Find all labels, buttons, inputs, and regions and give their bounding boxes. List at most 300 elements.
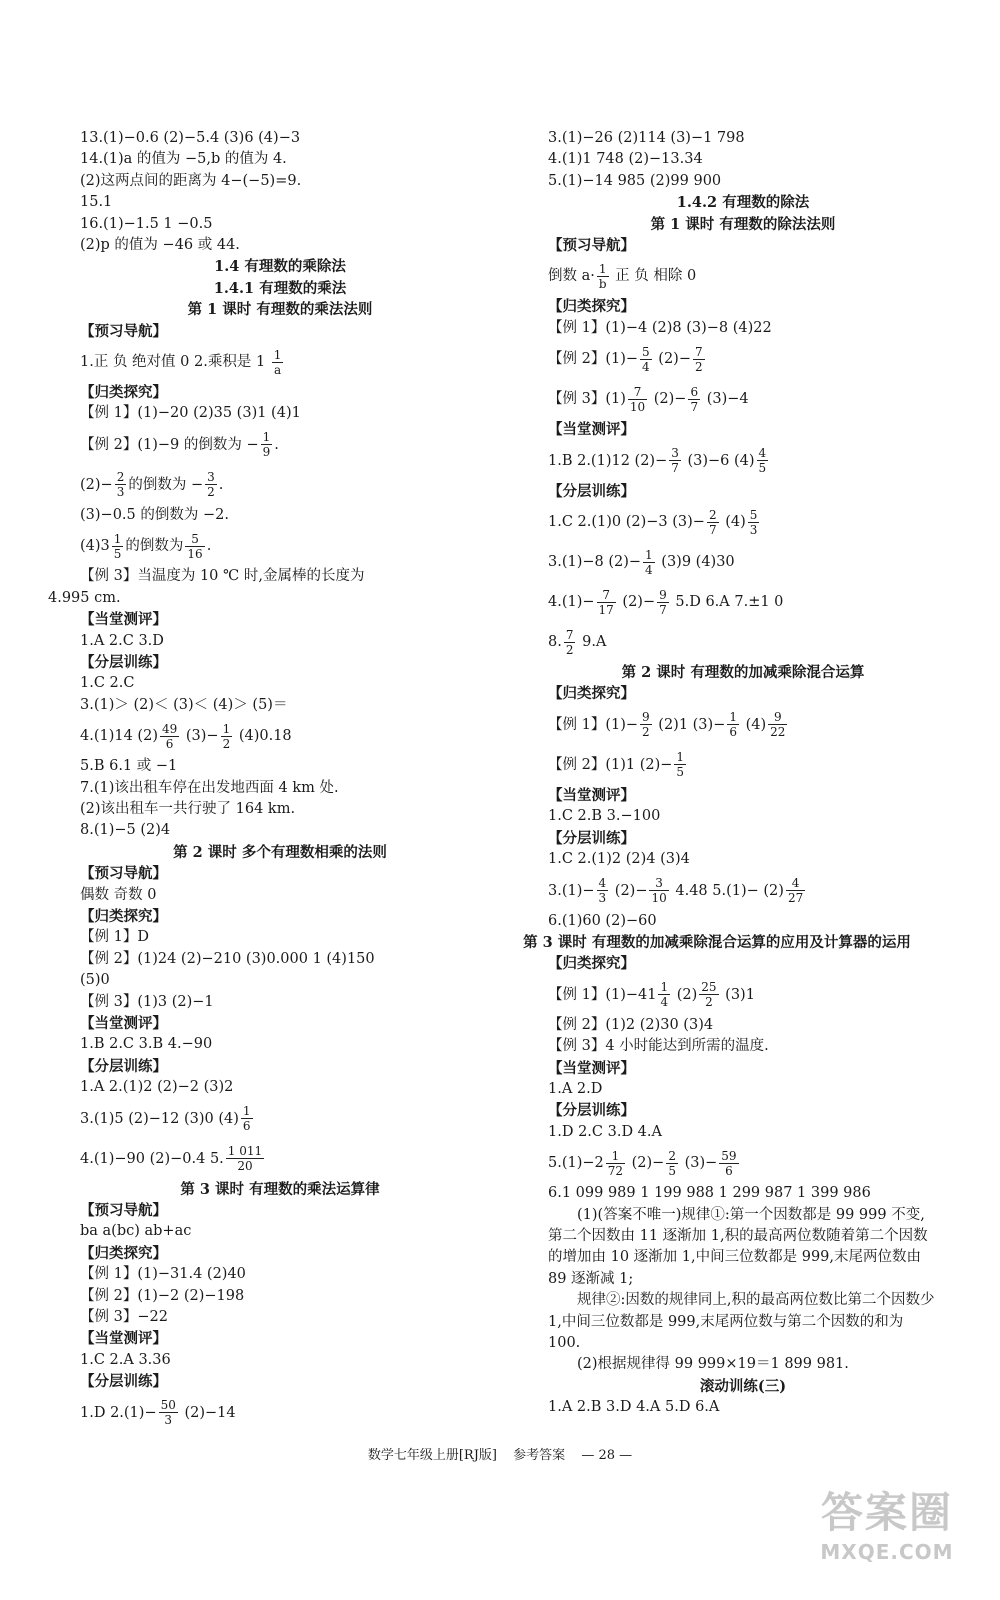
line-text: (2)该出租车一共行驶了 164 km. bbox=[80, 800, 296, 817]
answer-line bbox=[548, 235, 938, 256]
answer-line bbox=[80, 1307, 480, 1328]
fraction bbox=[160, 722, 179, 751]
line-text: 偶数 奇数 0 bbox=[80, 886, 157, 903]
fraction-denominator: 5 bbox=[113, 546, 122, 561]
line-text: 【例 1】(1)−4 (2)8 (3)−8 (4)22 bbox=[548, 319, 772, 336]
line-text: 滚动训练(三) bbox=[699, 1377, 787, 1395]
line-text: (2)− bbox=[649, 391, 687, 408]
line-text: (3)−6 (4) bbox=[682, 452, 755, 469]
answer-line bbox=[80, 970, 480, 991]
fraction bbox=[159, 1398, 178, 1427]
answer-line bbox=[80, 673, 480, 694]
answer-line bbox=[80, 149, 480, 170]
line-text: 16.(1)−1.5 1 −0.5 bbox=[80, 215, 213, 232]
fraction bbox=[649, 876, 668, 905]
answer-line bbox=[80, 885, 480, 906]
line-text: 【例 1】(1)−31.4 (2)40 bbox=[80, 1266, 246, 1283]
line-text: 5.(1)−14 985 (2)99 900 bbox=[548, 172, 722, 189]
line-text: 1.A 2.D bbox=[548, 1080, 603, 1097]
fraction-numerator: 9 bbox=[642, 710, 650, 725]
line-text: 5.(1)−2 bbox=[548, 1155, 604, 1172]
page-footer bbox=[0, 1444, 1000, 1463]
line-text: (2)− bbox=[627, 1155, 665, 1172]
line-text: (2)− bbox=[80, 476, 113, 493]
line-text: 【分层训练】 bbox=[80, 1373, 167, 1391]
fraction-denominator: 2 bbox=[565, 642, 574, 657]
fraction-numerator: 1 bbox=[222, 721, 231, 736]
answer-line bbox=[80, 1139, 480, 1179]
fraction bbox=[115, 470, 127, 499]
answer-line bbox=[80, 652, 480, 673]
watermark-text: 答案圈 bbox=[820, 1488, 953, 1537]
fraction bbox=[226, 1144, 264, 1173]
fraction bbox=[693, 345, 705, 374]
line-text: 1.4.1 有理数的乘法 bbox=[213, 279, 347, 297]
fraction-numerator: 2 bbox=[668, 1148, 676, 1163]
fraction-numerator: 3 bbox=[649, 876, 668, 891]
answer-line bbox=[548, 582, 938, 622]
fraction-numerator: 2 bbox=[116, 470, 125, 485]
answer-line bbox=[80, 820, 480, 841]
line-text: 【分层训练】 bbox=[80, 653, 167, 671]
answer-line bbox=[548, 806, 938, 827]
answer-line bbox=[548, 1036, 938, 1057]
line-text: (2)−14 bbox=[179, 1404, 236, 1421]
fraction-numerator: 50 bbox=[160, 1398, 176, 1413]
line-text: 【例 3】(1) bbox=[548, 391, 626, 408]
fraction bbox=[688, 385, 700, 414]
line-text: 1.C 2.(1)0 (2)−3 (3)− bbox=[548, 514, 705, 531]
line-text: (3)− bbox=[181, 728, 219, 745]
line-text: 【归类探究】 bbox=[80, 1244, 167, 1262]
answer-line bbox=[548, 542, 938, 582]
answer-line bbox=[48, 588, 480, 609]
fraction-denominator: 27 bbox=[787, 891, 804, 905]
answer-line bbox=[80, 342, 480, 382]
answer-line bbox=[80, 278, 480, 299]
fraction-numerator: 4 bbox=[786, 876, 805, 891]
fraction-denominator: 7 bbox=[690, 399, 699, 414]
line-text: (4)3 bbox=[80, 538, 110, 555]
answer-line bbox=[80, 1179, 480, 1200]
answer-line bbox=[548, 1015, 938, 1036]
fraction-numerator: 7 bbox=[565, 627, 574, 642]
line-text: 1.C 2.C bbox=[80, 675, 135, 692]
line-text: 的倒数为 bbox=[125, 538, 184, 555]
fraction bbox=[669, 446, 681, 475]
line-text: 第 1 课时 有理数的除法法则 bbox=[650, 215, 836, 233]
line-text: 1.D 2.C 3.D 4.A bbox=[548, 1123, 662, 1140]
fraction-denominator: 2 bbox=[694, 359, 703, 374]
answer-line bbox=[80, 382, 480, 403]
answer-line bbox=[548, 1143, 938, 1183]
answer-line bbox=[548, 1183, 938, 1204]
line-text: 1.4.2 有理数的除法 bbox=[676, 194, 810, 212]
fraction-denominator: 2 bbox=[222, 736, 231, 751]
line-text: 第 3 课时 有理数的乘法运算律 bbox=[180, 1180, 380, 1198]
answer-line bbox=[548, 1290, 938, 1354]
answer-line bbox=[548, 171, 938, 192]
fraction-denominator: 2 bbox=[207, 485, 215, 500]
fraction-denominator: 6 bbox=[725, 1163, 733, 1178]
watermark-url: MXQE.COM bbox=[820, 1540, 954, 1564]
answer-line bbox=[80, 1077, 480, 1098]
line-text: 的倒数为 − bbox=[128, 476, 204, 493]
fraction bbox=[657, 588, 669, 617]
answer-line bbox=[548, 149, 938, 170]
line-text: 【例 3】(1)3 (2)−1 bbox=[80, 993, 214, 1010]
answer-line bbox=[548, 911, 938, 932]
fraction bbox=[748, 508, 760, 537]
line-text: 4.995 cm. bbox=[48, 589, 121, 606]
answer-line bbox=[80, 192, 480, 213]
fraction-denominator: 22 bbox=[770, 725, 786, 740]
line-text: 5.D 6.A 7.±1 0 bbox=[670, 594, 784, 611]
line-text: 3.(1)−26 (2)114 (3)−1 798 bbox=[548, 130, 745, 146]
watermark-logo bbox=[802, 1480, 972, 1580]
fraction bbox=[674, 750, 686, 779]
line-text: (2) bbox=[672, 986, 698, 1003]
answer-line bbox=[80, 756, 480, 777]
answer-line bbox=[548, 745, 938, 785]
answer-line bbox=[548, 419, 938, 440]
line-text: 9.A bbox=[577, 634, 607, 651]
left-column bbox=[48, 128, 480, 1433]
answer-line bbox=[80, 1099, 480, 1139]
answer-line bbox=[548, 1058, 938, 1079]
answer-line bbox=[80, 505, 480, 526]
fraction bbox=[221, 722, 233, 751]
fraction bbox=[597, 588, 616, 617]
fraction-numerator: 3 bbox=[207, 470, 215, 485]
line-text: (3)− bbox=[679, 1155, 718, 1172]
line-text: (1)(答案不唯一)规律①:第一个因数都是 99 999 不变,第二个因数由 11 逐渐加 1,积的最高两位数随着第二个因数的增加由 10 逐渐加 1,中间三位数都是 999,末尾两位数由 89 逐渐减 1; bbox=[548, 1206, 928, 1287]
fraction-numerator: 2 bbox=[708, 507, 717, 522]
answer-line bbox=[80, 1286, 480, 1307]
fraction-denominator: 20 bbox=[237, 1159, 253, 1174]
line-text: (3)−0.5 的倒数为 −2. bbox=[80, 506, 229, 523]
fraction-denominator: 72 bbox=[607, 1163, 624, 1178]
answer-line bbox=[548, 662, 938, 683]
line-text: 【归类探究】 bbox=[548, 298, 635, 316]
line-text: 1.C 2.B 3.−100 bbox=[548, 808, 661, 825]
line-text: 4.(1)1 748 (2)−13.34 bbox=[548, 151, 703, 168]
line-text: 4.48 5.(1)− (2) bbox=[670, 882, 784, 899]
line-text: . bbox=[218, 476, 224, 493]
fraction-numerator: 25 bbox=[701, 980, 717, 995]
line-text: 【例 2】(1)−2 (2)−198 bbox=[80, 1287, 245, 1304]
line-text: . bbox=[206, 538, 212, 555]
line-text: 【预习导航】 bbox=[80, 1202, 167, 1220]
fraction bbox=[628, 385, 647, 414]
answer-line bbox=[548, 1397, 938, 1418]
fraction-denominator: 6 bbox=[165, 736, 174, 751]
fraction-denominator: 7 bbox=[708, 522, 717, 537]
fraction-denominator: 3 bbox=[164, 1413, 173, 1428]
answer-line bbox=[548, 441, 938, 481]
fraction-denominator: 3 bbox=[749, 522, 758, 537]
line-text: 【例 2】(1)−9 的倒数为 − bbox=[80, 436, 259, 453]
line-text: 6.(1)60 (2)−60 bbox=[548, 912, 657, 929]
fraction-denominator: 4 bbox=[645, 562, 653, 577]
fraction-denominator: 6 bbox=[729, 725, 737, 740]
answer-line bbox=[80, 992, 480, 1013]
fraction bbox=[185, 532, 204, 561]
line-text: 【归类探究】 bbox=[80, 907, 167, 925]
fraction-denominator: 5 bbox=[676, 765, 685, 780]
fraction-denominator: 10 bbox=[651, 891, 667, 905]
answer-line bbox=[80, 906, 480, 927]
answer-line bbox=[80, 631, 480, 652]
line-text: (3)−4 bbox=[702, 391, 749, 408]
answer-line bbox=[548, 871, 938, 911]
line-text: 第 1 课时 有理数的乘法法则 bbox=[187, 301, 373, 319]
answer-line bbox=[548, 481, 938, 502]
line-text: 【当堂测评】 bbox=[548, 421, 635, 439]
fraction-denominator: 7 bbox=[671, 461, 679, 476]
answer-line bbox=[80, 128, 480, 149]
line-text: (2)根据规律得 99 999×19＝1 899 981. bbox=[577, 1356, 849, 1373]
fraction bbox=[640, 345, 652, 374]
fraction-denominator: 5 bbox=[758, 461, 767, 476]
fraction bbox=[768, 710, 787, 739]
answer-line bbox=[548, 214, 938, 235]
line-text: 【例 2】(1)1 (2)− bbox=[548, 756, 673, 773]
line-text: 【例 2】(1)24 (2)−210 (3)0.000 1 (4)150 bbox=[80, 950, 375, 967]
answer-line bbox=[548, 296, 938, 317]
fraction-numerator: 1 bbox=[242, 1104, 251, 1119]
fraction bbox=[205, 470, 217, 499]
fraction-denominator: 10 bbox=[629, 399, 646, 414]
fraction-denominator: 2 bbox=[642, 725, 650, 740]
line-text: 正 负 相除 0 bbox=[610, 268, 697, 285]
line-text: 【例 3】−22 bbox=[80, 1309, 168, 1326]
line-text: 【分层训练】 bbox=[548, 482, 635, 500]
line-text: 【例 2】(1)2 (2)30 (3)4 bbox=[548, 1016, 714, 1033]
fraction-numerator: 1 bbox=[645, 547, 653, 562]
answer-line bbox=[80, 1034, 480, 1055]
fraction-numerator: 4 bbox=[598, 876, 607, 890]
line-text: (5)0 bbox=[80, 972, 110, 989]
answer-line bbox=[548, 622, 938, 662]
answer-line bbox=[80, 1264, 480, 1285]
line-text: (4) bbox=[740, 716, 767, 733]
line-text: . bbox=[274, 436, 279, 453]
answer-line bbox=[548, 849, 938, 870]
answer-line bbox=[548, 502, 938, 542]
line-text: 4.(1)−90 (2)−0.4 5. bbox=[80, 1150, 224, 1167]
fraction bbox=[606, 1149, 625, 1178]
line-text: 【当堂测评】 bbox=[548, 1059, 635, 1077]
answer-line bbox=[548, 192, 938, 213]
footer-book-title: 数学七年级上册[RJ版] bbox=[367, 1448, 498, 1463]
line-text: 8.(1)−5 (2)4 bbox=[80, 822, 171, 839]
answer-line bbox=[80, 1371, 480, 1392]
line-text: 13.(1)−0.6 (2)−5.4 (3)6 (4)−3 bbox=[80, 130, 301, 146]
fraction-numerator: 1 bbox=[262, 430, 271, 445]
answer-line bbox=[80, 299, 480, 320]
fraction-numerator: 9 bbox=[659, 587, 667, 602]
right-column bbox=[523, 128, 938, 1419]
answer-line bbox=[80, 425, 480, 465]
fraction bbox=[564, 628, 576, 657]
line-text: 5.B 6.1 或 −1 bbox=[80, 758, 178, 775]
line-text: 3.(1)5 (2)−12 (3)0 (4) bbox=[80, 1110, 239, 1127]
line-text: 【归类探究】 bbox=[80, 384, 167, 402]
fraction bbox=[707, 508, 719, 537]
line-text: 【例 3】4 小时能达到所需的温度. bbox=[548, 1038, 769, 1055]
line-text: 【例 1】(1)− bbox=[548, 716, 639, 733]
line-text: 3.(1)＞ (2)＜ (3)＜ (4)＞ (5)＝ bbox=[80, 696, 288, 713]
line-text: 【分层训练】 bbox=[548, 829, 635, 847]
line-text: 15.1 bbox=[80, 194, 113, 211]
line-text: 8. bbox=[548, 634, 562, 651]
answer-line bbox=[80, 716, 480, 756]
fraction-numerator: 5 bbox=[749, 507, 758, 522]
line-text: 1.正 负 绝对值 0 2.乘积是 1 bbox=[80, 354, 270, 371]
fraction-denominator: a bbox=[274, 362, 282, 377]
fraction-numerator: 4 bbox=[758, 446, 767, 461]
fraction-numerator: 1 bbox=[676, 750, 685, 765]
fraction bbox=[597, 262, 609, 291]
answer-line bbox=[80, 1200, 480, 1221]
fraction bbox=[666, 1149, 678, 1178]
answer-line bbox=[80, 778, 480, 799]
line-text: 14.(1)a 的值为 −5,b 的值为 4. bbox=[80, 151, 287, 168]
line-text: 【例 1】(1)−41 bbox=[548, 986, 657, 1003]
fraction bbox=[719, 1149, 738, 1178]
fraction-numerator: 59 bbox=[721, 1148, 737, 1163]
fraction-numerator: 6 bbox=[690, 384, 699, 399]
answer-line bbox=[80, 1013, 480, 1034]
fraction-numerator: 1 bbox=[729, 710, 737, 725]
line-text: (2)− bbox=[617, 594, 656, 611]
line-text: (2)这两点间的距离为 4−(−5)=9. bbox=[80, 172, 302, 189]
line-text: 【例 1】D bbox=[80, 929, 149, 946]
fraction bbox=[699, 980, 718, 1009]
fraction-numerator: 9 bbox=[768, 710, 787, 725]
line-text: (2)p 的值为 −46 或 44. bbox=[80, 237, 240, 254]
answer-line bbox=[548, 128, 938, 149]
line-text: (4)0.18 bbox=[234, 728, 292, 745]
answer-line bbox=[548, 1205, 938, 1291]
answer-line bbox=[80, 465, 480, 505]
line-text: 1.C 2.A 3.36 bbox=[80, 1351, 171, 1368]
fraction-numerator: 7 bbox=[597, 588, 616, 603]
answer-line bbox=[548, 785, 938, 806]
fraction bbox=[597, 876, 609, 905]
fraction bbox=[241, 1104, 253, 1133]
fraction bbox=[643, 548, 655, 577]
answer-line bbox=[548, 1079, 938, 1100]
line-text: 1.B 2.C 3.B 4.−90 bbox=[80, 1036, 213, 1053]
fraction-denominator: 3 bbox=[598, 891, 607, 905]
fraction-denominator: 16 bbox=[187, 546, 203, 561]
answer-line bbox=[548, 1122, 938, 1143]
footer-section: 参考答案 bbox=[513, 1448, 566, 1463]
fraction-denominator: b bbox=[598, 276, 607, 291]
line-text: 3.(1)− bbox=[548, 882, 595, 899]
fraction bbox=[727, 710, 739, 739]
line-text: 1.A 2.(1)2 (2)−2 (3)2 bbox=[80, 1079, 234, 1096]
line-text: 第 2 课时 有理数的加减乘除混合运算 bbox=[621, 664, 865, 682]
fraction-denominator: 7 bbox=[659, 602, 667, 617]
fraction-numerator: 5 bbox=[185, 532, 204, 547]
answer-line bbox=[80, 799, 480, 820]
line-text: 【归类探究】 bbox=[548, 685, 635, 703]
line-text: 【分层训练】 bbox=[80, 1057, 167, 1075]
line-text: 第 2 课时 多个有理数相乘的法则 bbox=[173, 843, 387, 861]
answer-line bbox=[80, 214, 480, 235]
answer-line bbox=[548, 379, 938, 419]
answer-line bbox=[80, 1350, 480, 1371]
line-text: 【预习导航】 bbox=[80, 322, 167, 340]
answer-line bbox=[80, 256, 480, 277]
answer-line bbox=[548, 1354, 938, 1375]
line-text: 【当堂测评】 bbox=[80, 1330, 167, 1348]
answer-line bbox=[548, 318, 938, 339]
answer-line bbox=[548, 1376, 938, 1397]
line-text: 倒数 a· bbox=[548, 268, 595, 285]
answer-line bbox=[548, 1100, 938, 1121]
fraction-numerator: 49 bbox=[161, 721, 178, 736]
fraction-numerator: 7 bbox=[694, 344, 703, 359]
answer-line bbox=[548, 828, 938, 849]
answer-line bbox=[80, 526, 480, 566]
answer-line bbox=[80, 842, 480, 863]
fraction-denominator: 6 bbox=[242, 1119, 251, 1134]
line-text: 1.D 2.(1)− bbox=[80, 1404, 157, 1421]
fraction-numerator: 1 bbox=[660, 980, 669, 995]
answer-line bbox=[80, 609, 480, 630]
line-text: (2)1 (3)− bbox=[653, 716, 726, 733]
fraction-numerator: 1 bbox=[597, 262, 609, 277]
line-text: 1.4 有理数的乘除法 bbox=[214, 258, 346, 276]
fraction-denominator: 4 bbox=[642, 359, 650, 374]
fraction-denominator: 2 bbox=[705, 995, 713, 1010]
line-text: (3)1 bbox=[720, 986, 755, 1003]
line-text: 【当堂测评】 bbox=[80, 1015, 167, 1032]
fraction-numerator: 3 bbox=[671, 446, 679, 461]
answer-line bbox=[482, 932, 952, 953]
fraction-numerator: 1 bbox=[606, 1149, 625, 1164]
line-text: ba a(bc) ab+ac bbox=[80, 1223, 192, 1240]
line-text: 1.C 2.(1)2 (2)4 (3)4 bbox=[548, 851, 690, 868]
fraction bbox=[757, 446, 769, 475]
answer-line bbox=[80, 235, 480, 256]
line-text: 3.(1)−8 (2)− bbox=[548, 554, 642, 571]
line-text: 第 3 课时 有理数的加减乘除混合运算的应用及计算器的运用 bbox=[523, 933, 911, 951]
answer-line bbox=[80, 1221, 480, 1242]
answer-line bbox=[80, 1056, 480, 1077]
answer-line bbox=[548, 256, 938, 296]
fraction-denominator: 4 bbox=[660, 995, 669, 1010]
line-text: 【当堂测评】 bbox=[548, 786, 635, 804]
answer-line bbox=[80, 949, 480, 970]
answer-line bbox=[80, 321, 480, 342]
fraction bbox=[640, 710, 652, 739]
fraction-numerator: 1 011 bbox=[227, 1144, 263, 1159]
line-text: 7.(1)该出租车停在出发地西面 4 km 处. bbox=[80, 779, 339, 796]
answer-line bbox=[80, 695, 480, 716]
line-text: 【预习导航】 bbox=[548, 237, 635, 255]
fraction bbox=[112, 532, 124, 561]
fraction-denominator: 5 bbox=[668, 1163, 676, 1178]
line-text: 规律②:因数的规律同上,积的最高两位数比第二个因数少 1,中间三位数都是 999,末尾两位数与第二个因数的和为 100. bbox=[548, 1292, 935, 1351]
answer-line bbox=[80, 1393, 480, 1433]
line-text: 【当堂测评】 bbox=[80, 611, 167, 629]
line-text: 【分层训练】 bbox=[548, 1102, 635, 1120]
